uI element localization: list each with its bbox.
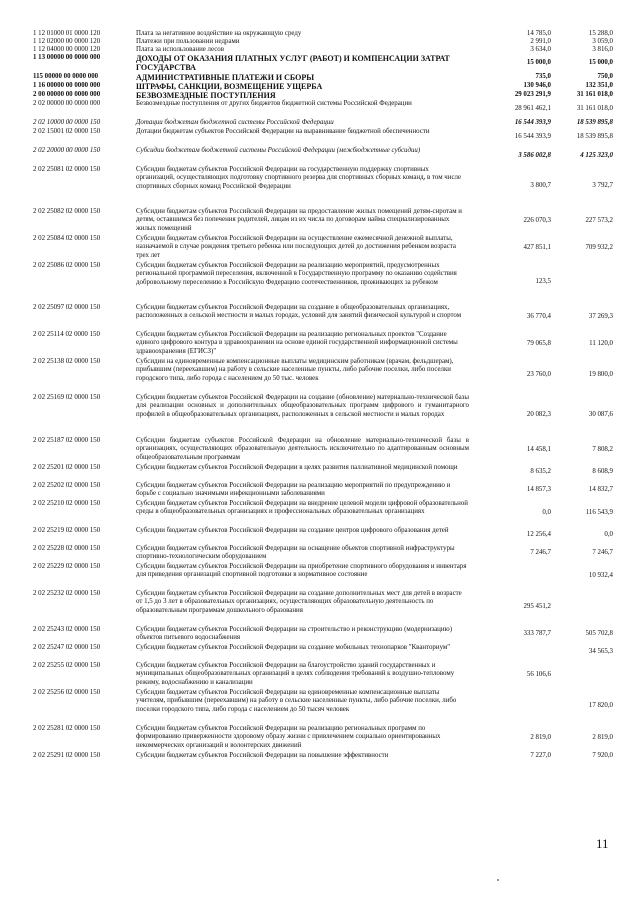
name-cell: ДОХОДЫ ОТ ОКАЗАНИЯ ПЛАТНЫХ УСЛУГ (РАБОТ) И КОМПЕНСАЦИИ ЗАТРАТ ГОСУДАРСТВА bbox=[136, 54, 450, 72]
value-2021-cell: 18 539 895,8 bbox=[576, 133, 613, 140]
name-cell: Субсидии бюджетам субъектов Российской Федерации на реализацию региональных программ по формированию приверженности здоровому образу жизни с привлечением социально ориентированных некоммерческих организаций и волонтерских движений bbox=[136, 725, 441, 749]
value-2020-cell: 28 961 462,1 bbox=[514, 105, 551, 112]
table-row bbox=[33, 166, 613, 208]
value-2021-cell: 116 543,9 bbox=[585, 509, 613, 516]
code-cell: 2 02 15001 02 0000 150 bbox=[33, 128, 101, 135]
value-2021-cell: 3 816,0 bbox=[592, 46, 613, 53]
table-row bbox=[33, 563, 613, 590]
name-cell: Субсидии бюджетам субъектов Российской Федерации на создание в общеобразовательных организациях, расположенных в сельской местности и малых городах, условий для занятий физической культурой и спортом bbox=[136, 304, 462, 320]
code-cell: 2 02 25243 02 0000 150 bbox=[33, 626, 101, 633]
table-row bbox=[33, 644, 613, 662]
value-2021-cell: 227 573,2 bbox=[585, 217, 613, 224]
name-cell: Субсидии бюджетам субъектов Российской Федерации на государственную поддержку спортивных организаций, осуществляющих подготовку спортивного резерва для спортивных сборных команд, в том числе спортивных сборных команд Российской Федерации bbox=[136, 166, 462, 190]
value-2020-cell: 0,0 bbox=[542, 509, 551, 516]
table-row bbox=[33, 208, 613, 235]
code-cell: 2 02 25281 02 0000 150 bbox=[33, 725, 101, 732]
code-cell: 2 02 25138 02 0000 150 bbox=[33, 358, 101, 365]
code-cell: 2 02 25219 02 0000 150 bbox=[33, 527, 101, 534]
value-2020-cell: 226 070,3 bbox=[523, 217, 551, 224]
code-cell: 2 02 25202 02 0000 150 bbox=[33, 482, 101, 489]
value-2020-cell: 3 634,0 bbox=[530, 46, 551, 53]
name-cell: Субсидии бюджетам субъектов Российской Федерации на благоустройство зданий государственных и муниципальных общеобразовательных организаций в целях соблюдения требований к воздушно-тепловому режиму, водоснабжению и канализации bbox=[136, 662, 455, 686]
value-2021-cell: 750,0 bbox=[597, 73, 613, 80]
code-cell: 2 02 25097 02 0000 150 bbox=[33, 304, 101, 311]
value-2020-cell: 16 544 393,9 bbox=[514, 119, 551, 126]
table-row bbox=[33, 482, 613, 500]
name-cell: Плата за использование лесов bbox=[136, 46, 224, 53]
table-row bbox=[33, 626, 613, 644]
table-row bbox=[33, 30, 613, 38]
name-cell: Платежи при пользовании недрами bbox=[136, 38, 240, 45]
value-2021-cell: 10 932,4 bbox=[588, 572, 613, 579]
value-2021-cell: 30 087,6 bbox=[588, 411, 613, 418]
name-cell: Субсидии бюджетам субъектов Российской Федерации в целях развития паллиативной медицинской помощи bbox=[136, 464, 458, 471]
value-2021-cell: 31 161 018,0 bbox=[576, 105, 613, 112]
table-row bbox=[33, 262, 613, 304]
name-cell: Субсидии бюджетам субъектов Российской Федерации на обновление материально-технической базы в организациях, осуществляющих образовательную деятельность исключительно по адаптированным основным общеобразовательным программам bbox=[136, 437, 469, 461]
name-cell: АДМИНИСТРАТИВНЫЕ ПЛАТЕЖИ И СБОРЫ bbox=[136, 73, 315, 82]
value-2020-cell: 14 785,0 bbox=[526, 30, 551, 37]
value-2020-cell: 2 991,0 bbox=[530, 38, 551, 45]
table-row bbox=[33, 73, 613, 82]
name-cell: Субсидии бюджетам субъектов Российской Федерации на создание (обновление) материально-технической базы для реализации основных и дополнительных общеобразовательных программ цифрового и гуманитарного профилей в общеобразовательных организациях, расположенных в сельской местности и малых городах bbox=[136, 394, 469, 418]
name-cell: Субсидии бюджетам субъектов Российской Федерации на создание дополнительных мест для детей в возрасте от 1,5 до 3 лет в образовательных организациях, осуществляющих образовательную деятельность по образовательным программам дошкольного образования bbox=[136, 590, 462, 614]
name-cell: ШТРАФЫ, САНКЦИИ, ВОЗМЕЩЕНИЕ УЩЕРБА bbox=[136, 82, 323, 91]
value-2021-cell: 19 800,0 bbox=[588, 371, 613, 378]
table-row bbox=[33, 752, 613, 761]
value-2021-cell: 37 269,3 bbox=[588, 313, 613, 320]
value-2021-cell: 2 819,0 bbox=[592, 734, 613, 741]
table-row bbox=[33, 82, 613, 91]
name-cell: Субсидии бюджетам субъектов Российской Федерации на оснащение объектов спортивной инфраструктуры спортивно-технологическим оборудованием bbox=[136, 545, 455, 561]
name-cell: Субсидии бюджетам субъектов Российской Федерации на предоставление жилых помещений детям-сиротам и детям, оставшимся без попечения родителей, лицам из их числа по договорам найма специализированных жилых помещений bbox=[136, 208, 462, 232]
value-2021-cell: 505 702,8 bbox=[585, 630, 613, 637]
value-2021-cell: 3 792,7 bbox=[592, 182, 613, 189]
code-cell: 2 02 25114 02 0000 150 bbox=[33, 331, 100, 338]
name-cell: Субсидии бюджетам бюджетной системы Российской Федерации (межбюджетные субсидии) bbox=[136, 147, 421, 154]
name-cell: Субсидии бюджетам субъектов Российской Федерации на реализацию региональных проектов "Создание единого цифрового контура в здравоохранении на основе единой государственной информационной системы здравоохранения (ЕГИСЗ)" bbox=[136, 331, 458, 355]
value-2020-cell: 333 787,7 bbox=[523, 630, 551, 637]
code-cell: 2 02 25086 02 0000 150 bbox=[33, 262, 101, 269]
code-cell: 2 02 25084 02 0000 150 bbox=[33, 235, 101, 242]
value-2021-cell: 11 120,0 bbox=[589, 340, 613, 347]
name-cell: Субсидии бюджетам субъектов Российской Федерации на реализацию мероприятий по предупреждению и борьбе с социально значимыми инфекционными заболеваниями bbox=[136, 482, 451, 498]
table-row bbox=[33, 590, 613, 626]
name-cell: Безвозмездные поступления от других бюджетов бюджетной системы Российской Федерации bbox=[136, 100, 412, 107]
name-cell: БЕЗВОЗМЕЗДНЫЕ ПОСТУПЛЕНИЯ bbox=[136, 91, 276, 100]
value-2020-cell: 14 458,1 bbox=[526, 446, 551, 453]
value-2021-cell: 4 125 323,0 bbox=[580, 152, 613, 159]
value-2020-cell bbox=[469, 644, 551, 648]
value-2021-cell: 34 565,3 bbox=[588, 648, 613, 655]
value-2020-cell: 8 635,2 bbox=[530, 468, 551, 475]
value-2020-cell bbox=[469, 563, 551, 572]
table-row bbox=[33, 545, 613, 563]
value-2020-cell: 2 819,0 bbox=[530, 734, 551, 741]
code-cell: 2 02 25229 02 0000 150 bbox=[33, 563, 101, 570]
table-row bbox=[33, 527, 613, 545]
name-cell: Субсидии бюджетам субъектов Российской Федерации на внедрение целевой модели цифровой образовательной среды в общеобразовательных организациях и профессиональных образовательных организациях bbox=[136, 500, 468, 516]
value-2021-cell: 7 246,7 bbox=[592, 549, 613, 556]
code-cell: 1 13 00000 00 0000 000 bbox=[33, 54, 101, 61]
value-2021-cell bbox=[551, 662, 613, 671]
value-2021-cell: 18 539 895,8 bbox=[576, 119, 613, 126]
scan-speck bbox=[497, 879, 499, 881]
code-cell: 2 02 25187 02 0000 150 bbox=[33, 437, 101, 444]
code-cell: 2 02 25228 02 0000 150 bbox=[33, 545, 101, 552]
value-2021-cell: 31 161 018,0 bbox=[576, 91, 613, 98]
value-2021-cell: 17 820,0 bbox=[588, 702, 613, 709]
code-cell: 2 02 25291 02 0000 150 bbox=[33, 752, 101, 759]
value-2021-cell bbox=[551, 262, 613, 278]
value-2020-cell: 3 586 002,8 bbox=[518, 152, 551, 159]
code-cell: 2 02 25169 02 0000 150 bbox=[33, 394, 101, 401]
page-number: 11 bbox=[596, 836, 609, 851]
value-2020-cell: 79 065,8 bbox=[526, 340, 551, 347]
table-row bbox=[33, 358, 613, 394]
value-2021-cell: 7 808,2 bbox=[592, 446, 613, 453]
table-row bbox=[33, 128, 613, 147]
value-2021-cell: 8 608,9 bbox=[592, 468, 613, 475]
name-cell: Субсидии бюджетам субъектов Российской Федерации на создание мобильных технопарков "Кванториум" bbox=[136, 644, 451, 651]
code-cell: 2 02 25210 02 0000 150 bbox=[33, 500, 101, 507]
table-row bbox=[33, 500, 613, 527]
value-2020-cell: 15 000,0 bbox=[526, 59, 551, 66]
value-2020-cell: 735,0 bbox=[535, 73, 551, 80]
name-cell: Субсидии бюджетам субъектов Российской Федерации на строительство и реконструкцию (модернизацию) объектов питьевого водоснабжения bbox=[136, 626, 453, 642]
code-cell: 2 02 25255 02 0000 150 bbox=[33, 662, 101, 669]
value-2020-cell: 123,5 bbox=[535, 278, 551, 285]
value-2020-cell: 7 246,7 bbox=[530, 549, 551, 556]
table-row bbox=[33, 91, 613, 100]
name-cell: Субсидии бюджетам субъектов Российской Федерации на осуществление ежемесячной денежной выплаты, назначаемой в случае рождения третьего ребенка или последующих детей до достижения ребенком возраста трех лет bbox=[136, 235, 456, 259]
value-2021-cell: 0,0 bbox=[604, 531, 613, 538]
table-row bbox=[33, 46, 613, 54]
table-row bbox=[33, 689, 613, 725]
value-2021-cell: 15 000,0 bbox=[588, 59, 613, 66]
value-2020-cell: 36 770,4 bbox=[526, 313, 551, 320]
table-row bbox=[33, 304, 613, 331]
name-cell: Дотации бюджетам бюджетной системы Российской Федерации bbox=[136, 119, 334, 126]
table-row bbox=[33, 119, 613, 128]
value-2021-cell: 3 059,0 bbox=[592, 38, 613, 45]
table-row bbox=[33, 100, 613, 119]
name-cell: Дотации бюджетам субъектов Российской Федерации на выравнивание бюджетной обеспеченности bbox=[136, 128, 430, 135]
table-row bbox=[33, 331, 613, 358]
table-row bbox=[33, 38, 613, 46]
table-row bbox=[33, 54, 613, 73]
code-cell: 2 02 25247 02 0000 150 bbox=[33, 644, 101, 651]
value-2021-cell bbox=[551, 590, 613, 603]
value-2020-cell: 295 451,2 bbox=[523, 603, 551, 610]
value-2020-cell: 16 544 393,9 bbox=[514, 133, 551, 140]
table-row bbox=[33, 464, 613, 482]
value-2020-cell: 12 256,4 bbox=[526, 531, 551, 538]
name-cell: Субсидии бюджетам субъектов Российской Федерации на единовременные компенсационные выплаты учителям, прибывшим (переехавшим) на работу в сельские населенные пункты, либо рабочие поселки, либо поселки городского типа, либо города с населением до 50 тысяч человек bbox=[136, 689, 457, 713]
code-cell: 2 00 00000 00 0000 000 bbox=[33, 91, 101, 98]
name-cell: Субсидии бюджетам субъектов Российской Федерации на реализацию мероприятий, предусмотренных региональной программой переселения, включенной в Государственную программу по оказанию содействия добровольному переселению в Российскую Федерацию соотечественников, проживающих за рубежом bbox=[136, 262, 457, 286]
value-2020-cell: 29 023 291,9 bbox=[514, 91, 551, 98]
table-row bbox=[33, 437, 613, 464]
name-cell: Субсидии на единовременные компенсационные выплаты медицинским работникам (врачам, фельдшерам), прибывшим (переехавшим) на работу в сельские населенные пункты, либо рабочие поселки, либо поселки городского типа, либо города с населением до 50 тыс. человек bbox=[136, 358, 454, 382]
code-cell: 2 02 25082 02 0000 150 bbox=[33, 208, 101, 215]
code-cell: 2 02 00000 00 0000 000 bbox=[33, 100, 101, 107]
table-row bbox=[33, 725, 613, 752]
table-row bbox=[33, 662, 613, 689]
code-cell: 2 02 25232 02 0000 150 bbox=[33, 590, 101, 597]
code-cell: 2 02 25256 02 0000 150 bbox=[33, 689, 101, 696]
code-cell: 2 02 25081 02 0000 150 bbox=[33, 166, 101, 173]
code-cell: 1 12 02000 00 0000 120 bbox=[33, 38, 101, 45]
code-cell: 2 02 20000 00 0000 150 bbox=[33, 147, 101, 154]
value-2020-cell: 20 082,3 bbox=[526, 411, 551, 418]
code-cell: 2 02 10000 00 0000 150 bbox=[33, 119, 101, 126]
name-cell: Субсидии бюджетам субъектов Российской Федерации на приобретение спортивного оборудования и инвентаря для приведения организаций спортивной подготовки в нормативное состояние bbox=[136, 563, 467, 579]
value-2020-cell: 3 800,7 bbox=[530, 182, 551, 189]
name-cell: Плата за негативное воздействие на окружающую среду bbox=[136, 30, 302, 37]
value-2021-cell: 15 288,0 bbox=[588, 30, 613, 37]
name-cell: Субсидии бюджетам субъектов Российской Федерации на создание центров цифрового образования детей bbox=[136, 527, 449, 534]
value-2021-cell: 132 351,0 bbox=[585, 82, 613, 89]
table-row bbox=[33, 147, 613, 166]
value-2021-cell: 7 920,0 bbox=[592, 752, 613, 759]
name-cell: Субсидии бюджетам субъектов Российской Федерации на повышение эффективности bbox=[136, 752, 389, 759]
value-2020-cell: 427 851,1 bbox=[523, 244, 551, 251]
code-cell: 115 00000 00 0000 000 bbox=[33, 73, 99, 80]
value-2021-cell: 14 832,7 bbox=[588, 486, 613, 493]
value-2020-cell: 14 857,3 bbox=[526, 486, 551, 493]
value-2020-cell: 130 946,0 bbox=[523, 82, 551, 89]
code-cell: 2 02 25201 02 0000 150 bbox=[33, 464, 101, 471]
value-2020-cell bbox=[469, 689, 551, 702]
table-row bbox=[33, 235, 613, 262]
value-2020-cell: 7 227,0 bbox=[530, 752, 551, 759]
code-cell: 1 12 04000 00 0000 120 bbox=[33, 46, 101, 53]
table-row bbox=[33, 394, 613, 437]
budget-table bbox=[33, 30, 613, 761]
value-2020-cell: 56 106,6 bbox=[526, 671, 551, 678]
value-2020-cell: 23 760,0 bbox=[526, 371, 551, 378]
value-2021-cell: 709 932,2 bbox=[585, 244, 613, 251]
code-cell: 1 16 00000 00 0000 000 bbox=[33, 82, 101, 89]
code-cell: 1 12 01000 01 0000 120 bbox=[33, 30, 101, 37]
